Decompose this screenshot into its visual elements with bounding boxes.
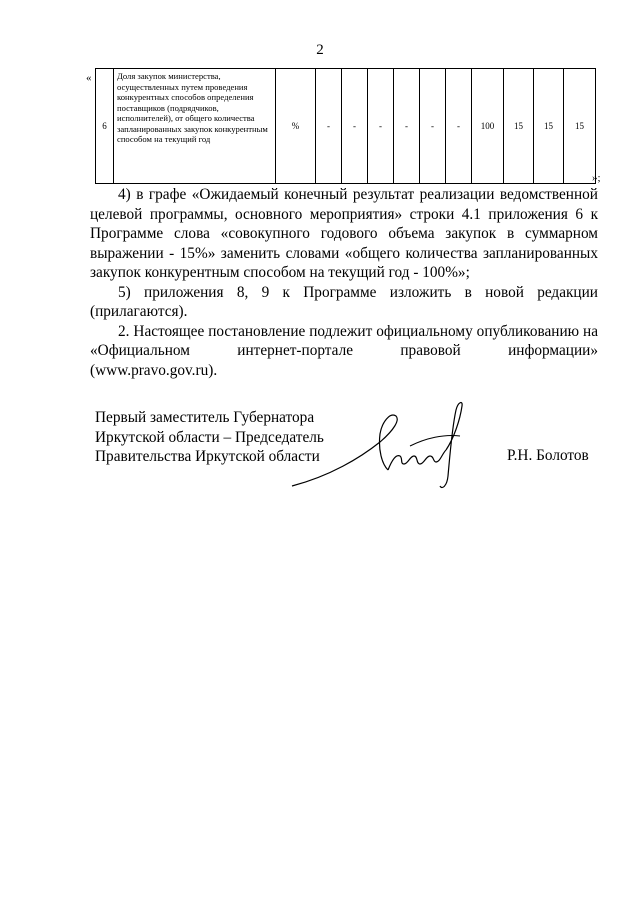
indicator-description-cell: Доля закупок министерства, осуществленных путем проведения конкурентных способов определения поставщиков (подрядчиков, исполнителей), от общего количества запланированных закупок конкурентным способом на текущий год	[114, 69, 276, 184]
value-cell: -	[446, 69, 472, 184]
signatory-name: Р.Н. Болотов	[507, 447, 589, 464]
value-cell: -	[316, 69, 342, 184]
position-line: Правительства Иркутской области	[95, 448, 320, 465]
value-cell: -	[394, 69, 420, 184]
value-cell: -	[342, 69, 368, 184]
position-line: Иркутской области – Председатель	[95, 428, 324, 446]
quote-open: «	[86, 72, 92, 84]
position-line: Первый заместитель Губернатора	[95, 409, 315, 426]
paragraph: 2. Настоящее постановление подлежит официальному опубликованию на «Официальном интернет-портале правовой информации» (www.pravo.gov.ru).	[90, 322, 598, 379]
page-number: 2	[316, 42, 324, 58]
paragraph: 4) в графе «Ожидаемый конечный результат реализации ведомственной целевой программы, основного мероприятия» строки 4.1 приложения 6 к Программе слова «совокупного годового объема закупок в суммарном выражении - 15%» заменить словами «общего количества запланированных закупок конкурентным способом на текущий год - 100%»;	[90, 186, 598, 281]
value-cell: 15	[564, 69, 596, 184]
quote-close: »;	[592, 172, 601, 184]
handwritten-signature	[290, 398, 480, 498]
unit-cell: %	[276, 69, 316, 184]
value-cell: -	[368, 69, 394, 184]
paragraph: 5) приложения 8, 9 к Программе изложить в новой редакции (прилагаются).	[90, 283, 598, 320]
body-text	[90, 185, 598, 380]
value-cell: 15	[504, 69, 534, 184]
table-row	[96, 69, 596, 184]
value-cell: 100	[472, 69, 504, 184]
value-cell: -	[420, 69, 446, 184]
row-number-cell: 6	[96, 69, 114, 184]
amendment-table	[95, 68, 596, 184]
value-cell: 15	[534, 69, 564, 184]
